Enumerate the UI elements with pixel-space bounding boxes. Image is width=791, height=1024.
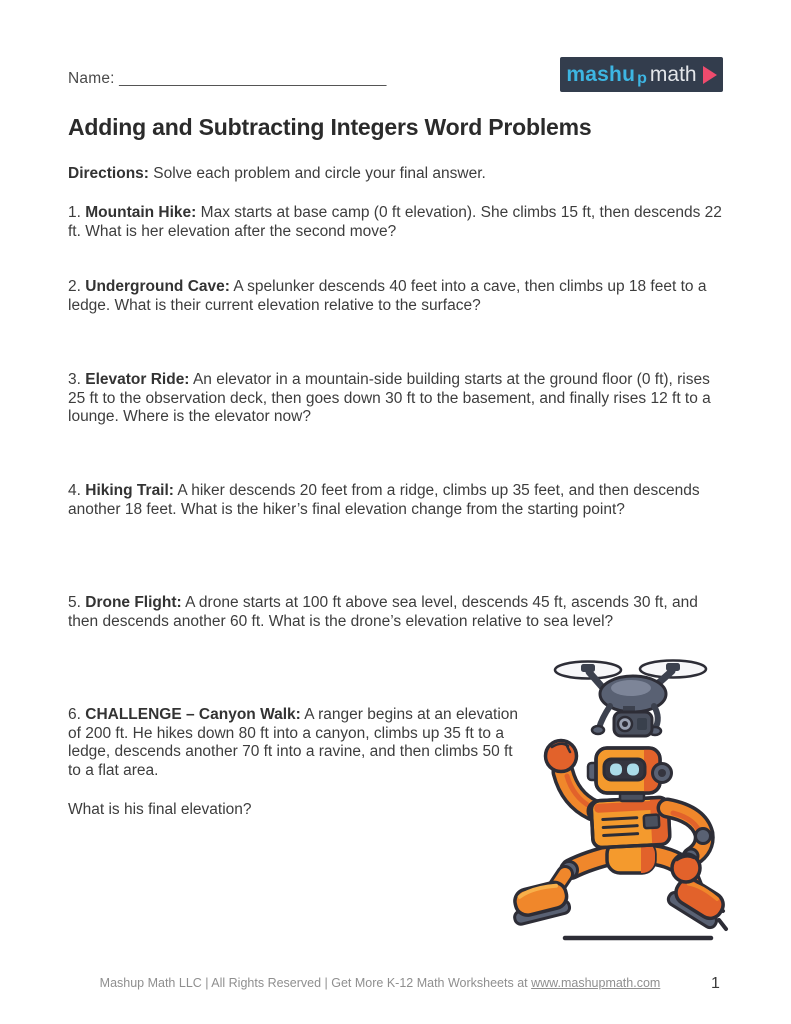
directions-text: Solve each problem and circle your final answer. <box>148 165 486 182</box>
problem-5 <box>68 594 728 631</box>
problem-text: A hiker descends 20 feet from a ridge, climbs up 35 feet, and then descends another 18 feet. What is the hiker’s final elevation change from the starting point? <box>68 482 700 518</box>
robot-eye-left <box>610 764 622 776</box>
problem-text: A ranger begins at an elevation of 200 ft. He hikes down 80 ft into a canyon, climbs up 35 ft to a ledge, descends another 70 ft into a ravine, and then climbs 50 ft to a flat area. <box>68 706 519 780</box>
problem-number: 6. <box>68 706 81 723</box>
robot-left-boot <box>509 880 571 926</box>
play-triangle-icon <box>703 66 717 84</box>
logo-text-math: math <box>649 62 697 86</box>
problem-label: Hiking Trail: <box>85 482 174 499</box>
page-title: Adding and Subtracting Integers Word Problems <box>68 114 592 140</box>
problem-2 <box>68 278 728 315</box>
robot-head <box>588 748 672 793</box>
problem-number: 5. <box>68 594 81 611</box>
problem-number: 4. <box>68 482 81 499</box>
robot-raised-fist <box>546 741 577 772</box>
page-number: 1 <box>711 975 720 992</box>
problem-label: Underground Cave: <box>85 278 230 295</box>
name-field-row <box>68 70 386 88</box>
footer <box>0 976 760 990</box>
footer-text: Mashup Math LLC | All Rights Reserved | Get More K-12 Math Worksheets at <box>99 976 532 990</box>
problem-label: Drone Flight: <box>85 594 182 611</box>
problem-1 <box>68 204 728 241</box>
name-blank-line[interactable]: _______________________________ <box>119 70 387 87</box>
problem-6-question: What is his final elevation? <box>68 801 252 818</box>
problem-number: 1. <box>68 204 81 221</box>
problem-label: Mountain Hike: <box>85 204 197 221</box>
logo-text-p: p <box>637 69 647 87</box>
drone-illustration <box>555 661 706 737</box>
problem-4 <box>68 482 728 519</box>
robot-right-fist <box>672 854 700 882</box>
problem-label: CHALLENGE – Canyon Walk: <box>85 706 301 723</box>
problem-text: Max starts at base camp (0 ft elevation). She climbs 15 ft, then descends 22 ft. What is her elevation after the second move? <box>68 204 722 240</box>
problem-number: 2. <box>68 278 81 295</box>
problem-number: 3. <box>68 371 81 388</box>
directions-label: Directions: <box>68 165 149 182</box>
problem-label: Elevator Ride: <box>85 371 190 388</box>
problem-6 <box>68 706 520 781</box>
robot-eye-right <box>627 764 639 776</box>
drone-robot-illustration <box>503 642 743 962</box>
name-label: Name: <box>68 70 115 87</box>
footer-link[interactable]: www.mashupmath.com <box>531 976 661 990</box>
problem-text: A drone starts at 100 ft above sea level, descends 45 ft, ascends 30 ft, and then descends another 60 ft. What is the drone’s elevation relative to sea level? <box>68 594 698 630</box>
problem-3 <box>68 371 728 427</box>
logo-text-mashu: mashu <box>566 62 636 86</box>
robot-illustration <box>509 741 730 939</box>
problem-text: A spelunker descends 40 feet into a cave, then climbs up 18 feet to a ledge. What is their current elevation relative to the surface? <box>68 278 707 314</box>
mashupmath-logo <box>560 57 723 92</box>
problem-text: An elevator in a mountain-side building starts at the ground floor (0 ft), rises 25 ft to the observation deck, then goes down 30 ft to the basement, and finally rises 12 ft to a lounge. Where is the elevator now? <box>68 371 711 426</box>
directions <box>68 165 486 183</box>
